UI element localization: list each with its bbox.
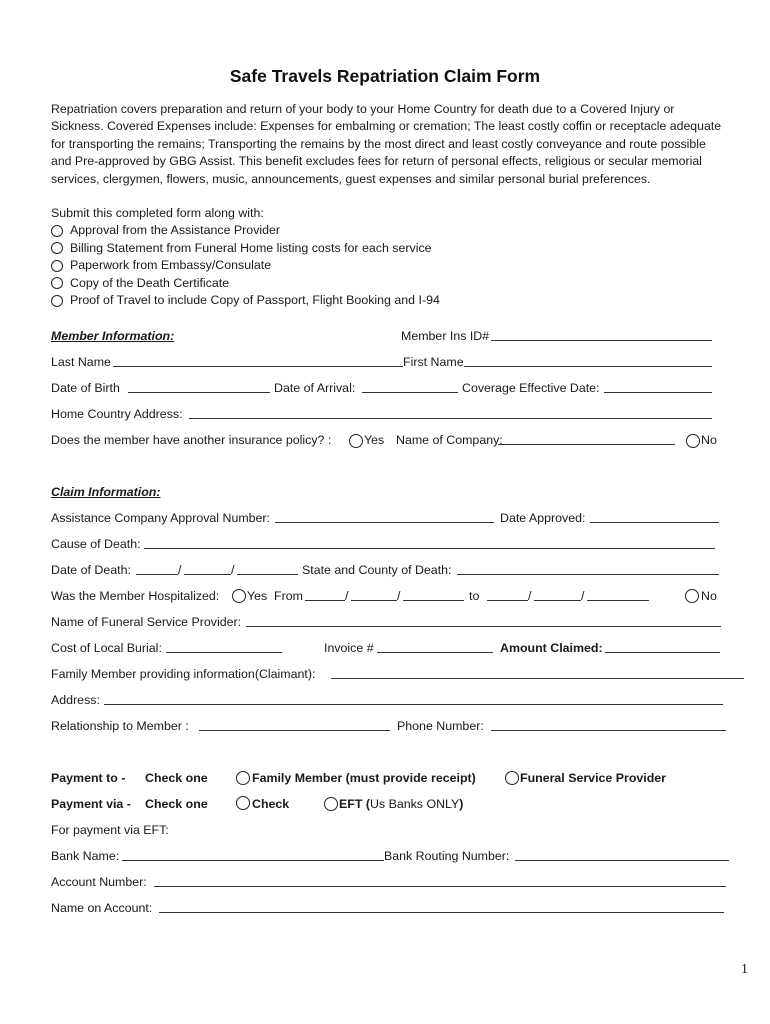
company-field[interactable]	[498, 431, 675, 445]
phone-field[interactable]	[491, 717, 726, 731]
checklist-radio[interactable]	[51, 277, 63, 289]
date-separator: /	[178, 563, 182, 577]
claim-info-heading: Claim Information:	[51, 485, 161, 499]
checklist-item	[51, 275, 741, 292]
submit-checklist	[51, 205, 741, 309]
intro-line: Sickness. Covered Expenses include: Expenses for embalming or cremation; The least costly coffin or receptacle adequate	[51, 119, 722, 134]
claimant-label: Family Member providing information(Claimant):	[51, 667, 316, 681]
submit-heading: Submit this completed form along with:	[51, 206, 264, 220]
checklist-label: Proof of Travel to include Copy of Passport, Flight Booking and I-94	[70, 292, 440, 307]
relationship-label: Relationship to Member :	[51, 719, 189, 733]
first-name-field[interactable]	[464, 353, 712, 367]
payment-via-eft-label	[339, 795, 463, 813]
other-policy-no-radio[interactable]	[686, 434, 700, 448]
last-name-field[interactable]	[113, 353, 403, 367]
eft-label-note: Us Banks ONLY	[369, 797, 460, 811]
coverage-field[interactable]	[604, 379, 712, 393]
state-county-label: State and County of Death:	[302, 563, 452, 577]
arrival-field[interactable]	[362, 379, 458, 393]
to-month-field[interactable]	[487, 587, 528, 601]
checklist-radio[interactable]	[51, 295, 63, 307]
member-ins-id-label: Member Ins ID#	[401, 329, 490, 343]
payment-via-check-radio[interactable]	[236, 796, 250, 810]
checklist-item	[51, 257, 741, 274]
name-on-account-label: Name on Account:	[51, 901, 153, 915]
hospitalized-no-radio[interactable]	[685, 589, 699, 603]
intro-line: services, clergymen, flowers, music, announcements, guest expenses and similar personal burial preferences.	[51, 171, 651, 186]
death-month-field[interactable]	[136, 561, 178, 575]
death-year-field[interactable]	[237, 561, 298, 575]
amount-claimed-label: Amount Claimed:	[500, 641, 603, 655]
to-year-field[interactable]	[587, 587, 649, 601]
payment-via-check-one: Check one	[145, 797, 208, 811]
date-approved-label: Date Approved:	[500, 511, 586, 525]
payment-to-family-radio[interactable]	[236, 771, 250, 785]
bank-name-label: Bank Name:	[51, 849, 120, 863]
date-separator: /	[528, 589, 532, 603]
eft-heading: For payment via EFT:	[51, 823, 169, 837]
checklist-item	[51, 222, 741, 239]
checklist-label: Copy of the Death Certificate	[70, 275, 230, 290]
name-on-account-field[interactable]	[159, 899, 724, 913]
to-day-field[interactable]	[534, 587, 581, 601]
routing-field[interactable]	[515, 847, 729, 861]
cause-label: Cause of Death:	[51, 537, 141, 551]
from-month-field[interactable]	[305, 587, 345, 601]
checklist-radio[interactable]	[51, 242, 63, 254]
phone-label: Phone Number:	[397, 719, 484, 733]
home-country-label: Home Country Address:	[51, 407, 183, 421]
checklist-label: Billing Statement from Funeral Home listing costs for each service	[70, 240, 432, 255]
date-separator: /	[581, 589, 585, 603]
intro-line: for transporting the remains; Transporting the remains by the most direct and least costly conveyance and route possible	[51, 136, 706, 151]
other-policy-label: Does the member have another insurance policy? :	[51, 433, 332, 447]
payment-to-funeral-label: Funeral Service Provider	[520, 771, 667, 785]
funeral-provider-label: Name of Funeral Service Provider:	[51, 615, 242, 629]
intro-paragraph	[51, 101, 741, 188]
state-county-field[interactable]	[457, 561, 719, 575]
payment-to-funeral-radio[interactable]	[505, 771, 519, 785]
form-title: Safe Travels Repatriation Claim Form	[229, 66, 541, 86]
first-name-label: First Name	[403, 355, 464, 369]
hospitalized-label: Was the Member Hospitalized:	[51, 589, 220, 603]
other-policy-yes-label: Yes	[364, 433, 385, 447]
invoice-label: Invoice #	[324, 641, 374, 655]
routing-label: Bank Routing Number:	[384, 849, 510, 863]
payment-to-family-label: Family Member (must provide receipt)	[252, 771, 476, 785]
claimant-address-label: Address:	[51, 693, 100, 707]
dob-label: Date of Birth	[51, 381, 120, 395]
other-policy-yes-radio[interactable]	[349, 434, 363, 448]
amount-claimed-field[interactable]	[605, 639, 720, 653]
approval-number-field[interactable]	[275, 509, 494, 523]
dob-field[interactable]	[128, 379, 270, 393]
from-day-field[interactable]	[351, 587, 397, 601]
checklist-item	[51, 292, 741, 309]
payment-to-label: Payment to -	[51, 771, 126, 785]
last-name-label: Last Name	[51, 355, 111, 369]
checklist-label: Paperwork from Embassy/Consulate	[70, 258, 272, 273]
date-separator: /	[345, 589, 349, 603]
relationship-field[interactable]	[199, 717, 390, 731]
payment-via-eft-radio[interactable]	[324, 797, 338, 811]
hospital-to-label: to	[469, 589, 480, 603]
payment-to-check-one: Check one	[145, 771, 208, 785]
eft-label-close: )	[459, 797, 464, 811]
cost-burial-label: Cost of Local Burial:	[51, 641, 162, 655]
funeral-provider-field[interactable]	[246, 613, 721, 627]
coverage-label: Coverage Effective Date:	[462, 381, 600, 395]
arrival-label: Date of Arrival:	[274, 381, 356, 395]
home-country-field[interactable]	[189, 405, 712, 419]
death-day-field[interactable]	[184, 561, 231, 575]
page-number: 1	[741, 962, 748, 977]
bank-name-field[interactable]	[122, 847, 384, 861]
date-separator: /	[231, 563, 235, 577]
account-number-field[interactable]	[154, 873, 726, 887]
checklist-radio[interactable]	[51, 260, 63, 272]
claimant-field[interactable]	[331, 665, 744, 679]
intro-line: Repatriation covers preparation and return of your body to your Home Country for death due to a Covered Injury or	[51, 102, 675, 116]
payment-via-check-label: Check	[252, 797, 290, 811]
claimant-address-field[interactable]	[104, 691, 723, 705]
company-label: Name of Company:	[396, 433, 503, 447]
hospitalized-no-label: No	[701, 589, 717, 603]
hospitalized-yes-label: Yes	[247, 589, 268, 603]
member-ins-id-field[interactable]	[491, 327, 712, 341]
approval-number-label: Assistance Company Approval Number:	[51, 511, 271, 525]
hospitalized-yes-radio[interactable]	[232, 589, 246, 603]
checklist-label: Approval from the Assistance Provider	[70, 223, 281, 238]
invoice-field[interactable]	[377, 639, 493, 653]
other-policy-no-label: No	[701, 433, 717, 447]
checklist-item	[51, 240, 741, 257]
date-approved-field[interactable]	[590, 509, 719, 523]
cause-field[interactable]	[144, 535, 715, 549]
account-number-label: Account Number:	[51, 875, 147, 889]
checklist-radio[interactable]	[51, 225, 63, 237]
hospital-from-label: From	[274, 589, 303, 603]
eft-label-bold: EFT (	[339, 797, 370, 811]
payment-via-label: Payment via -	[51, 797, 131, 811]
member-info-heading: Member Information:	[51, 329, 175, 343]
date-of-death-label: Date of Death:	[51, 563, 131, 577]
date-separator: /	[397, 589, 401, 603]
from-year-field[interactable]	[403, 587, 464, 601]
cost-burial-field[interactable]	[166, 639, 282, 653]
intro-line: and Pre-approved by GBG Assist. This benefit excludes fees for return of personal effects, religious or secular memorial	[51, 154, 702, 169]
